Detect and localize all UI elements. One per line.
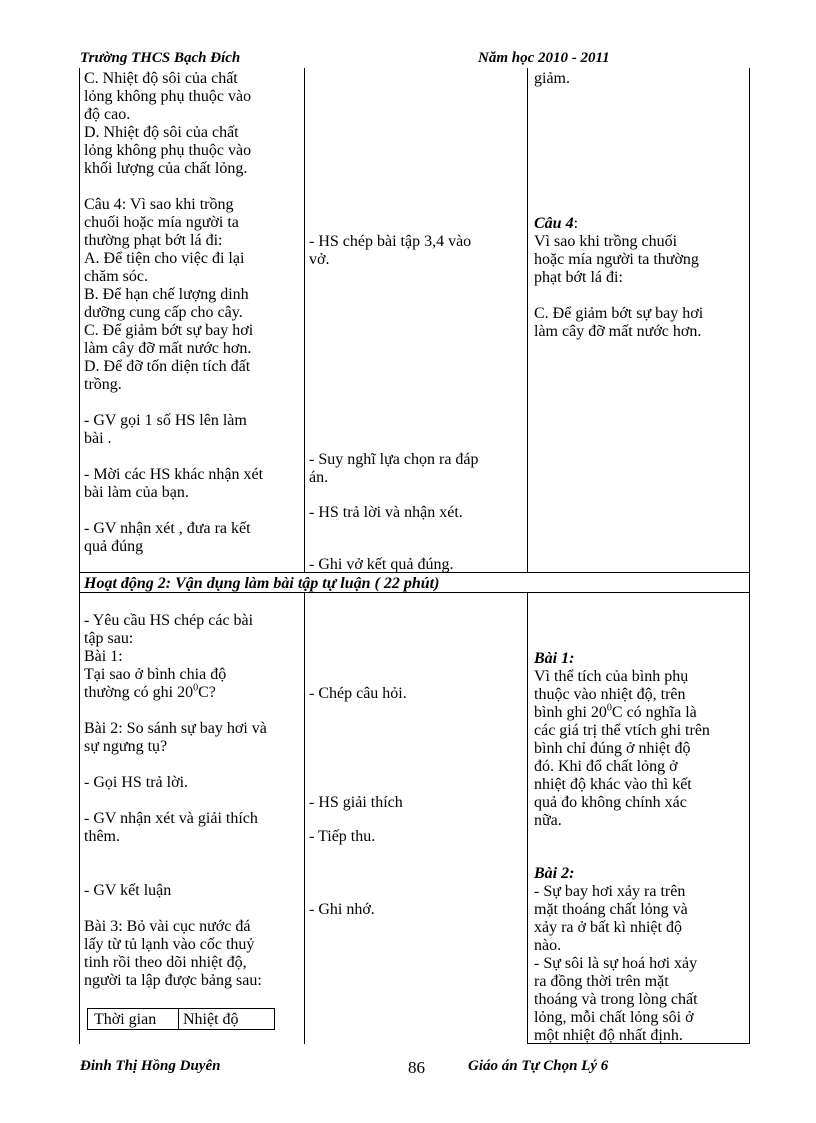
text-line: Vì sao khi trồng chuối (534, 233, 678, 250)
text-line: tinh rồi theo dõi nhiệt độ, (84, 954, 247, 971)
row1-content-column-2 (534, 215, 746, 341)
text-line: C. Để giảm bớt sự bay hơi (84, 322, 254, 339)
table-header-time: Thời gian (94, 1011, 157, 1028)
text-line: lỏng không phụ thuộc vào (84, 88, 252, 105)
text-line: làm cây đỡ mất nước hơn. (534, 323, 702, 340)
row2-teacher-column (84, 612, 300, 990)
superscript: 0 (193, 682, 199, 694)
row2-student-column-4 (309, 901, 523, 919)
page-number: 86 (408, 1058, 425, 1077)
table-divider-2b (527, 592, 528, 1044)
row2-student-column-2 (309, 794, 523, 812)
text-line: một nhiệt độ nhất định. (534, 1027, 683, 1044)
row1-student-column-3 (309, 504, 523, 522)
text-line: thuộc vào nhiệt độ, trên (534, 686, 686, 703)
text-line: thêm. (84, 828, 120, 845)
table-divider-1b (304, 592, 305, 1044)
text-line: hoặc mía người ta thường (534, 251, 699, 268)
text-line: thoáng và trong lòng chất (534, 991, 698, 1008)
text-line: nữa. (534, 812, 562, 829)
text-line: lấy từ tủ lạnh vào cốc thuỷ (84, 936, 255, 953)
row-separator-top (79, 572, 750, 573)
superscript: 0 (606, 702, 612, 714)
text-line: mặt thoáng chất lỏng và (534, 901, 688, 918)
table-header-temperature: Nhiệt độ (183, 1011, 239, 1028)
text-line: Bài 3: Bỏ vài cục nước đá (84, 918, 251, 935)
text-line: quả đúng (84, 538, 144, 555)
text-line: quả đo không chính xác (534, 794, 687, 811)
text-line: - HS trả lời và nhận xét. (309, 504, 463, 521)
text-line: sự ngưng tụ? (84, 738, 168, 755)
text-span: bình ghi 20 (534, 704, 607, 721)
text-line: lỏng không phụ thuộc vào (84, 142, 252, 159)
text-line: trồng. (84, 376, 122, 393)
text-line: lỏng, mỗi chất lỏng sôi ở (534, 1009, 694, 1026)
row2-student-column-3 (309, 828, 523, 846)
text-line: - GV nhận xét và giải thích (84, 810, 258, 827)
text-line: - Tiếp thu. (309, 828, 376, 845)
text-span: C? (198, 684, 216, 701)
text-line: độ cao. (84, 106, 131, 123)
text-line: D. Nhiệt độ sôi của chất (84, 124, 239, 141)
header-school: Trường THCS Bạch Đích (80, 50, 241, 66)
text-line: thường phạt bớt lá đi: (84, 232, 223, 249)
text-span: C có nghĩa là (611, 704, 697, 721)
text-line: nhiệt độ khác vào thì kết (534, 776, 692, 793)
row1-student-column-2 (309, 451, 523, 487)
question-4-label: Câu 4 (534, 215, 574, 232)
text-line: tập sau: (84, 630, 134, 647)
table-border-left (79, 68, 80, 1044)
text-line: - Ghi nhớ. (309, 901, 375, 918)
text-line: Vì thể tích của bình phụ (534, 668, 689, 685)
text-line: - Mời các HS khác nhận xét (84, 466, 264, 483)
question-4-colon: : (573, 215, 579, 232)
text-line: vở. (309, 251, 330, 268)
table-divider-1 (304, 68, 305, 572)
row1-content-column (534, 70, 746, 88)
row2-content-column (534, 650, 746, 830)
text-line: C. Nhiệt độ sôi của chất (84, 70, 238, 87)
text-line: - Suy nghĩ lựa chọn ra đáp (309, 451, 479, 468)
row1-teacher-column (84, 70, 300, 556)
text-line: D. Để đỡ tốn diện tích đất (84, 358, 251, 375)
text-line (84, 684, 300, 702)
text-line: chăm sóc. (84, 268, 148, 285)
text-line: - GV kết luận (84, 882, 172, 899)
text-line: - Gọi HS trả lời. (84, 774, 189, 791)
text-line: bài . (84, 430, 112, 447)
text-line: - Ghi vở kết quả đúng. (309, 556, 454, 572)
table-column-separator (178, 1009, 179, 1029)
exercise-2-title: Bài 2: (534, 865, 575, 882)
text-line: - HS giải thích (309, 794, 403, 811)
text-line: - GV gọi 1 số HS lên làm (84, 412, 247, 429)
text-line: giảm. (534, 70, 570, 87)
text-line: Bài 1: (84, 648, 123, 665)
text-line: đó. Khi đổ chất lỏng ở (534, 758, 678, 775)
text-line: ra đồng thời trên mặt (534, 973, 669, 990)
text-line: dưỡng cung cấp cho cây. (84, 304, 243, 321)
question-4-title (534, 215, 746, 233)
text-line: phạt bớt lá đi: (534, 269, 623, 286)
text-line: chuối hoặc mía người ta (84, 214, 239, 231)
text-line (534, 704, 746, 722)
text-line: - Sự sôi là sự hoá hơi xảy (534, 955, 698, 972)
row2-student-column (309, 685, 523, 703)
table-divider-2 (527, 68, 528, 572)
text-line: - Sự bay hơi xảy ra trên (534, 883, 686, 900)
text-line: xảy ra ở bất kì nhiệt độ (534, 919, 682, 936)
row1-student-column-4 (309, 556, 523, 572)
text-line: khối lượng của chất lỏng. (84, 160, 248, 177)
row1-student-column (309, 233, 523, 269)
text-line: B. Để hạn chế lượng dinh (84, 286, 249, 303)
text-line: án. (309, 469, 329, 486)
text-line: - HS chép bài tập 3,4 vào (309, 233, 472, 250)
row2-content-column-2 (534, 865, 746, 1045)
text-line: - GV nhận xét , đưa ra kết (84, 520, 251, 537)
exercise-1-title: Bài 1: (534, 650, 575, 667)
text-line: các giá trị thể vtích ghi trên (534, 722, 710, 739)
footer-subject: Giáo án Tự Chọn Lý 6 (468, 1058, 609, 1074)
text-line: Câu 4: Vì sao khi trồng (84, 196, 234, 213)
section-2-title: Hoạt động 2: Vận dụng làm bài tập tự luận ( 22 phút) (84, 575, 440, 592)
text-line: bài làm của bạn. (84, 484, 189, 501)
text-line: - Chép câu hỏi. (309, 685, 407, 702)
table-border-right (749, 68, 750, 1044)
text-line: Tại sao ở bình chia độ (84, 666, 227, 683)
text-line: C. Để giảm bớt sự bay hơi (534, 305, 704, 322)
text-line: nào. (534, 937, 562, 954)
text-line: làm cây đỡ mất nước hơn. (84, 340, 252, 357)
text-line: người ta lập được bảng sau: (84, 972, 262, 989)
footer-author: Đinh Thị Hồng Duyên (80, 1058, 221, 1074)
temperature-table (87, 1008, 275, 1030)
header-school-year: Năm học 2010 - 2011 (478, 50, 610, 66)
text-span: thường có ghi 20 (84, 684, 194, 701)
text-line: - Yêu cầu HS chép các bài (84, 612, 254, 629)
text-line: A. Để tiện cho việc đi lại (84, 250, 245, 267)
text-line: Bài 2: So sánh sự bay hơi và (84, 720, 267, 737)
text-line: bình chỉ đúng ở nhiệt độ (534, 740, 691, 757)
